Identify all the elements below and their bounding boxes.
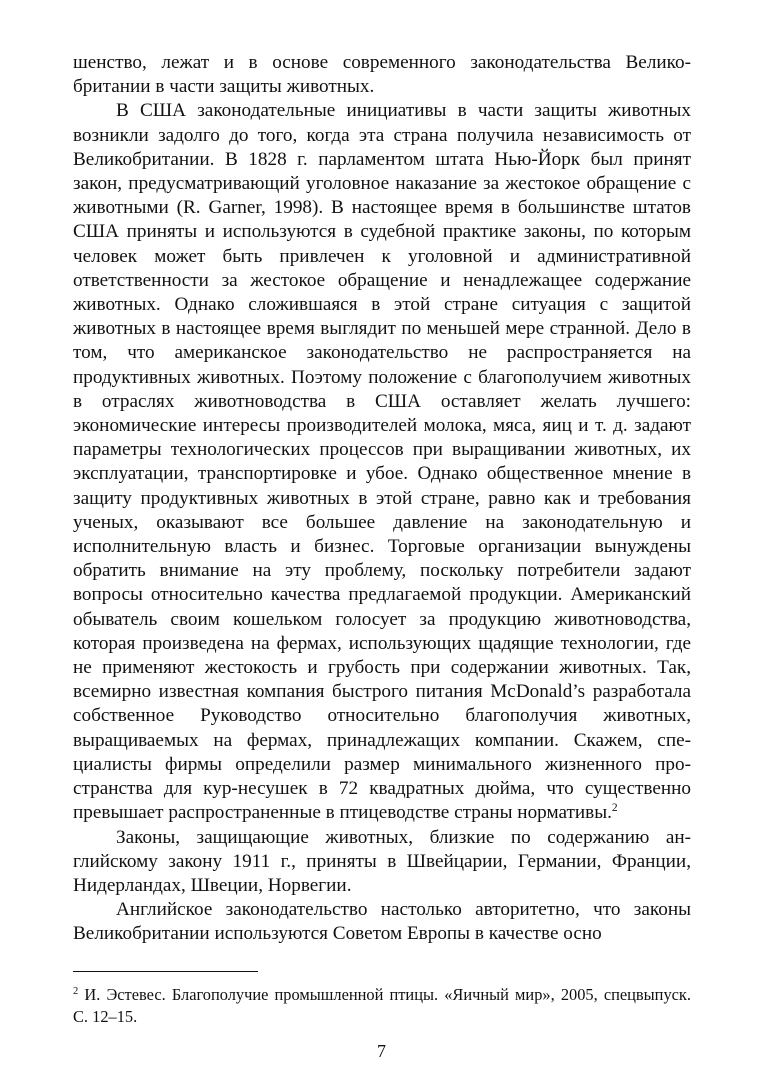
paragraph-usa-text: В США законодательные инициативы в части защиты животных возникли задолго до того, когда эта страна получила независимость от Великобритании. В 1828 г. парламентом штата Нью-Йорк был принят закон, предусматривающий уголовное наказание за жестокое обращение с животными (R. Garner, 1998). В настоящее время в большинстве штатов США приняты и используются в судебной практике законы, по которым человек может быть привлечен к уголовной и административной ответственности за жестокое обращение и ненадлежащее содержание животных. Однако сложившаяся в этой стране ситуация с защитой животных в настоящее время выглядит по меньшей мере странной. Дело в том, что американское законодательство не распространяется на продуктивных животных. Поэтому положение с благополучием животных в отраслях животноводства в США оставляет желать лучшего: экономические интересы производителей молока, мяса, яиц и т. д. задают параметры технологических процессов при выращивании животных, их эксплуатации, транспортировке и убое. Однако общественное мнение в защиту продуктивных животных в этой стране, равно как и требования ученых, оказывают все большее давление на законодательную и исполнительную власть и бизнес. Торговые организации вынуждены обратить внимание на эту проблему, поскольку потребители задают вопросы относительно качества предлагаемой продукции. Американский обыватель своим кошельком голосует за продукцию животноводства, которая произведена на фермах, использующих щадящие технологии, где не применяют жестокость и грубость при содержании животных. Так, всемирно известная компания быстрого питания McDonald’s разработала собственное Руководство относительно благополучия животных, выращиваемых на фермах, принадлежащих компании. Скажем, специалисты фирмы определили размер минимального жизненного пространства для кур-несушек в 72 квадратных дюйма, что существенно превышает распространенные в птицеводстве страны нормативы. xyxy=(73,100,691,824)
footnote-separator xyxy=(73,971,258,972)
footnote-reference[interactable]: 2 xyxy=(611,802,618,815)
footnote-marker: 2 xyxy=(73,986,79,997)
page-number: 7 xyxy=(377,1041,386,1061)
paragraph-usa-legislation xyxy=(73,99,691,825)
paragraph-european-laws: Законы, защищающие животных, близкие по содержанию английскому закону 1911 г., приняты в Швейцарии, Германии, Франции, Нидерландах, Швеции, Норвегии. xyxy=(73,826,691,896)
footnote xyxy=(73,984,691,1028)
footnote-text: И. Эстевес. Благополучие промышленной птицы. «Яичный мир», 2005, спецвыпуск. С. 12–15. xyxy=(73,985,691,1026)
paragraph-english-legislation: Английское законодательство настолько авторитетно, что законы Великобритании используются Советом Европы в качестве осно xyxy=(73,899,691,945)
page-body xyxy=(73,51,691,947)
paragraph-continuation: шенство, лежат и в основе современного законодательства Великобритании в части защиты животных. xyxy=(73,52,691,98)
